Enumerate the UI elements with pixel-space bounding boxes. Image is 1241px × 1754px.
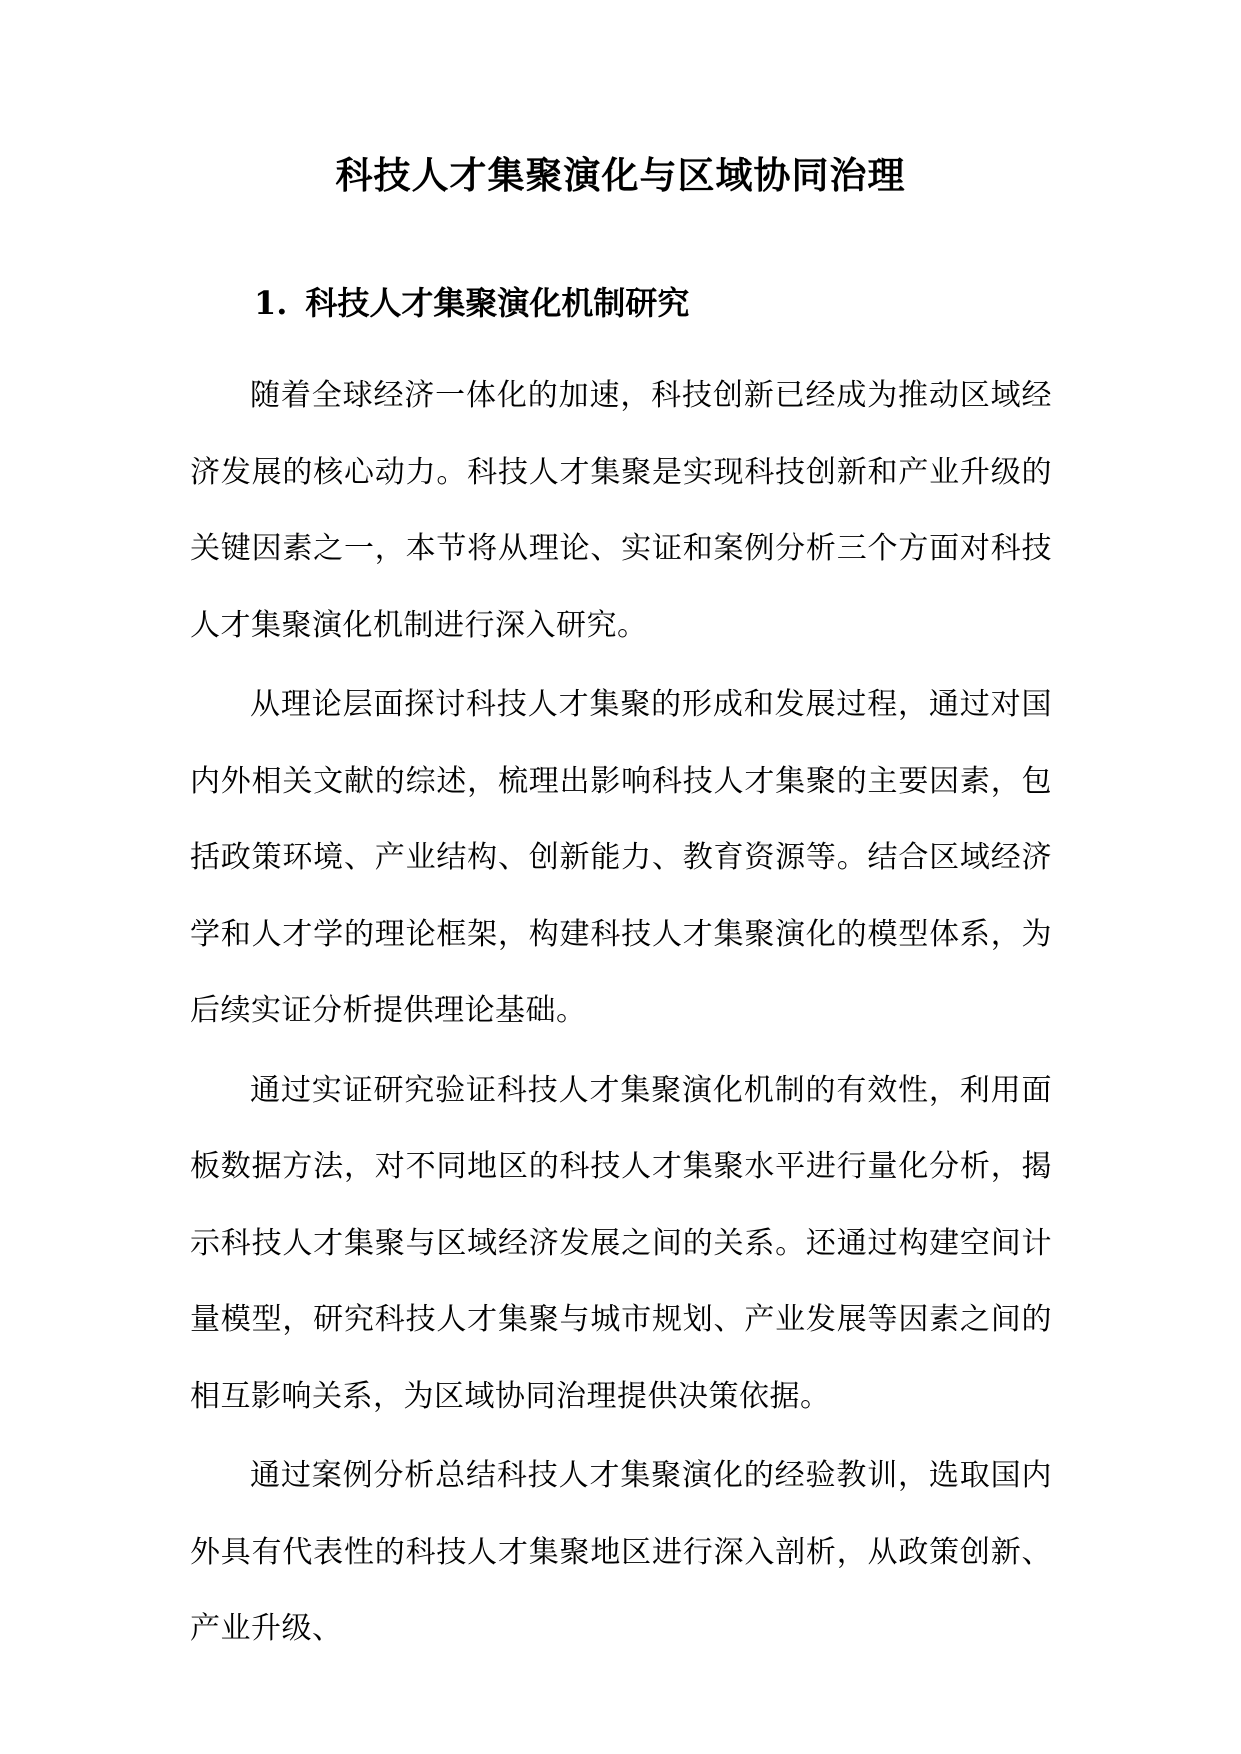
section-heading: [254, 281, 689, 325]
paragraph-1: 随着全球经济一体化的加速，科技创新已经成为推动区域经济发展的核心动力。科技人才集聚是实现科技创新和产业升级的关键因素之一，本节将从理论、实证和案例分析三个方面对科技人才集聚演化机制进行深入研究。: [190, 378, 1052, 643]
section-heading-text: 科技人才集聚演化机制研究: [305, 284, 690, 322]
section-number: 1.: [254, 284, 288, 322]
paragraph-3: 通过实证研究验证科技人才集聚演化机制的有效性，利用面板数据方法，对不同地区的科技人才集聚水平进行量化分析，揭示科技人才集聚与区域经济发展之间的关系。还通过构建空间计量模型，研究科技人才集聚与城市规划、产业发展等因素之间的相互影响关系，为区域协同治理提供决策依据。: [190, 1072, 1052, 1414]
section-body: [190, 358, 1052, 1671]
document-title: 科技人才集聚演化与区域协同治理: [335, 153, 906, 197]
paragraph-4: 通过案例分析总结科技人才集聚演化的经验教训，选取国内外具有代表性的科技人才集聚地区进行深入剖析，从政策创新、产业升级、: [190, 1458, 1052, 1646]
paragraph-2: 从理论层面探讨科技人才集聚的形成和发展过程，通过对国内外相关文献的综述，梳理出影响科技人才集聚的主要因素，包括政策环境、产业结构、创新能力、教育资源等。结合区域经济学和人才学的理论框架，构建科技人才集聚演化的模型体系，为后续实证分析提供理论基础。: [190, 687, 1052, 1028]
